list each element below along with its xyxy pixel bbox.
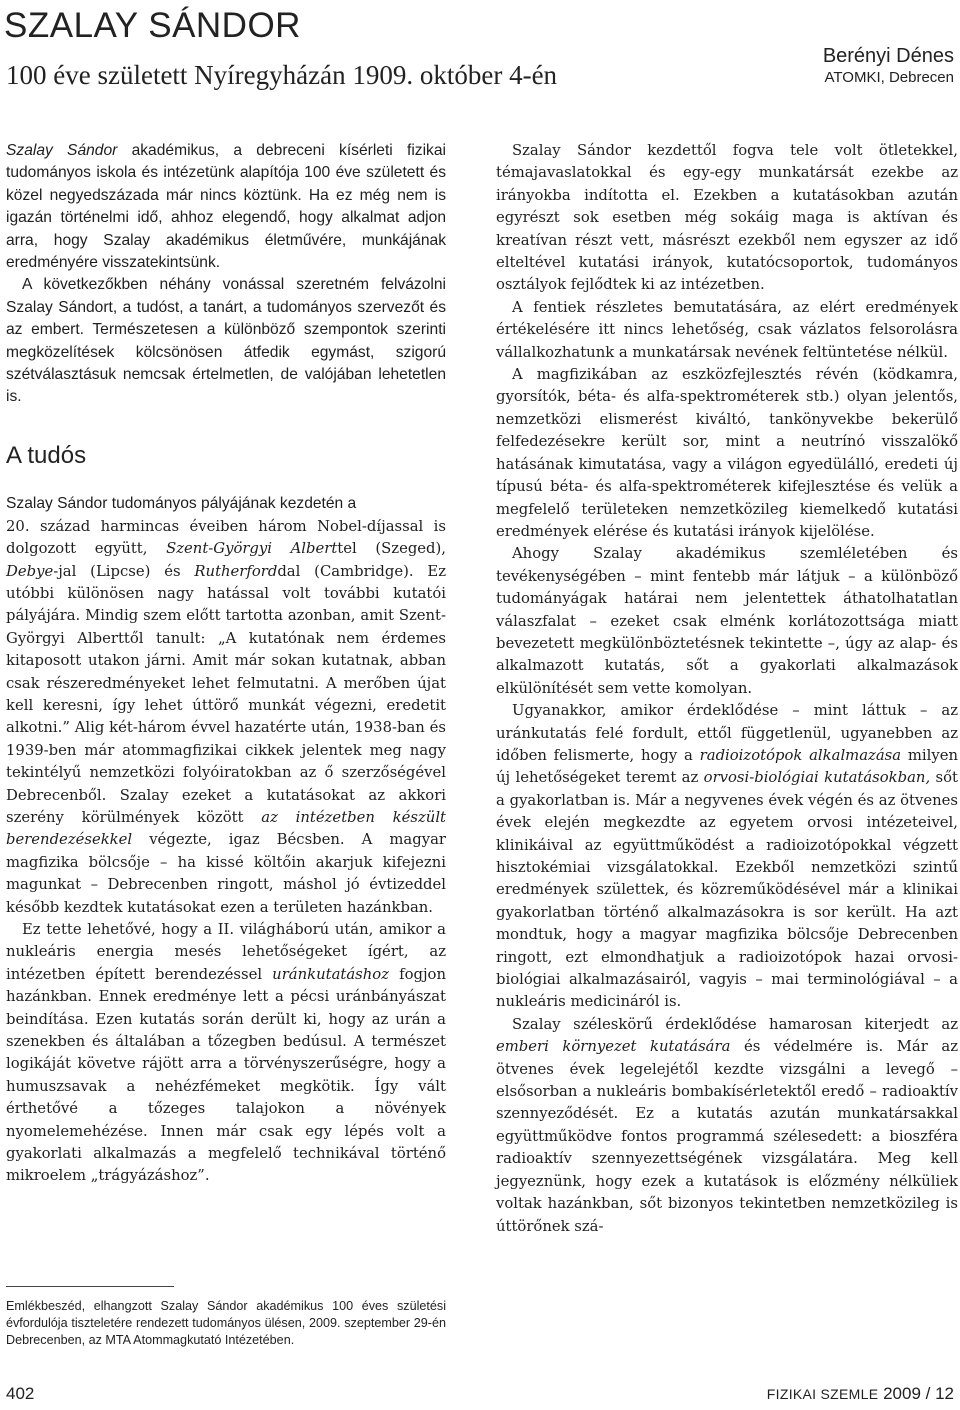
intro-paragraph-2: A következőkben néhány vonással szeretném felvázolni Szalay Sándort, a tudóst, a tanárt, a tudományos szervezőt és az embert. Természetesen a különböző szempontok szerinti megközelítések kölcsönösen átfedik egymást, szigorú szétválasztásuk nemcsak értelmetlen, de valójában lehetetlen is.	[6, 276, 446, 406]
author-block	[823, 44, 954, 87]
body-paragraph: Ez tette lehetővé, hogy a II. világháború után, amikor a nukleáris energia mesés lehetőségeket ígért, az intézetben épített berendezéssel uránkutatáshoz fogjon hazánkban. Ennek eredménye lett a pécsi uránbányászat beindítása. Ezen kutatás során derült ki, hogy az urán a szenekben és általában a tőzegben bedúsul. A természet logikáját követve rájött arra a törvényszerűségre, hogy a humuszsavak a nehézfémeket megkötik. Így vált érthetővé a tőzeges talajokon a növények nyomelemehézése. Innen már csak egy lépés volt a gyakorlati alkalmazás a megfelelő technikával történő mikroelem „trágyázáshoz”.	[6, 921, 446, 1185]
body-paragraph: Ugyanakkor, amikor érdeklődése – mint láttuk – az uránkutatás felé fordult, ettől függetlenül, ugyanebben az időben felismerte, hogy a radioizotópok alkalmazása milyen új lehetőségeket teremt az orvosi-biológiai kutatásokban, sőt a gyakorlatban is. Már a negyvenes évek végén és az ötvenes évek elején megkezdte az egyetem orvosi intézeteivel, klinikáival az együttműködést a radioizotópokkal végzett hisztokémiai vizsgálatokkal. Ezekből nemzetközi szintű eredmények születtek, és közreműködésével már a klinikai gyakorlatban történő alkalmazásokra is sor került. Ha azt mondtuk, hogy a magyar magfizika bölcsője Debrecenben ringott, ezt elmondhatjuk a radioizotópok hazai orvosi-biológiai alkalmazásairól, vagyis – mai terminológiával – a nukleáris medicináról is.	[496, 702, 959, 1011]
footnote: Emlékbeszéd, elhangzott Szalay Sándor akadémikus 100 éves születési évfordulója tiszteletére rendezett tudományos ülésen, 2009. szeptember 29-én Debrecenben, az MTA Atommagkutató Intézetében.	[6, 1299, 446, 1347]
body-paragraph: 20. század harmincas éveiben három Nobel-díjassal is dolgozott együtt, Szent-Györgyi Alberttel (Szeged), Debye-jal (Lipcse) és Rutherforddal (Cambridge). Ez utóbbi különösen nagy hatással volt további kutatói pályájára. Mindig szem előtt tartotta azonban, amit Szent-Györgyi Alberttől tanult: „A kutatónak nem érdemes kitaposott utakon járni. Amit már sokan kutatnak, abban csak részeredményeket lehet felmutatni. A merőben újat kell keresni, így lehet úttörő munkát végezni, eredetit alkotni.” Alig két-három évvel hazatérte után, 1938-ban és 1939-ben már atommagfizikai cikkek jelentek meg nagy tekintélyű nemzetközi folyóiratokban az ő szerzőségével Debrecenből. Szalay ezeket a kutatásokat az akkori szerény körülmények között az intézetben készült berendezésekkel végezte, igaz Bécsben. A magyar magfizika bölcsője – ha kissé költőin akarjuk kifejezni magunkat – Debrecenben ringott, máshol jó évtizeddel később kezdtek kutatásokat ezen a területen hazánkban.	[6, 517, 447, 916]
article-subtitle: 100 éve született Nyíregyházán 1909. október 4-én	[6, 60, 558, 90]
body-paragraph: A fentiek részletes bemutatására, az elért eredmények értékelésére itt nincs lehetőség, csak vázlatos felsorolásra vállalkozhatunk a munkatársak nevének feltüntetése nélkül.	[496, 298, 958, 361]
section-lead: Szalay Sándor tudományos pályájának kezdetén a	[6, 495, 357, 513]
right-column	[496, 140, 958, 1238]
left-column	[6, 140, 446, 1188]
intro-block	[6, 140, 446, 409]
journal-issue: 2009 / 12	[883, 1384, 954, 1403]
body-paragraph: Szalay széleskörű érdeklődése hamarosan kiterjedt az emberi környezet kutatására és védelmére is. Már az ötvenes évek legelejétől kezdte vizsgálni a levegő – elsősorban a nukleáris bombakísérletektől eredő – radioaktív szennyeződését. Ez a kutatás azután munkatársakkal együttműködve fontos programmá szélesedett: a bioszféra radioaktív szennyezettségének vizsgálatára. Meg kell jegyeznünk, hogy ezek a kutatások is előzmény nélküliek voltak hazánkban, sőt bizonyos tekintetben nemzetközileg is úttörőnek szá-	[496, 1015, 958, 1235]
body-paragraph: Ahogy Szalay akadémikus szemléletében és tevékenységében – mint fentebb már látjuk – a különböző tudományágak határai nem jelentettek áthatolhatatlan válaszfalat – ezeket csak elménk korlátozottsága miatt bevezetett megkülönböztetésnek tekintette –, úgy az alap- és alkalmazott kutatás, sőt a gyakorlati alkalmazások elkülönítését sem vette komolyan.	[496, 545, 958, 697]
journal-footer	[767, 1384, 954, 1404]
article-title: SZALAY SÁNDOR	[4, 6, 301, 45]
body-paragraph: Szalay Sándor kezdettől fogva tele volt ötletekkel, témajavaslatokkal és egy-egy munkatársát ezekbe az irányokba indította el. Ezekben a kutatásokban azután egyrészt sok esetben még sokáig maga is aktívan és kreatívan részt vett, másrészt ezekből nem egyszer az idő elteltével kutatási irányok, kutatócsoportok, tudományos osztályok fejlődtek ki az intézetben.	[496, 142, 958, 294]
intro-name: Szalay Sándor	[6, 142, 118, 159]
page-number: 402	[6, 1384, 35, 1403]
body-paragraph: A magfizikában az eszközfejlesztés révén (ködkamra, gyorsítók, béta- és alfa-spektrométerek stb.) olyan jelentős, nemzetközi elismerést kiváltó, tankönyvekbe bekerülő felfedezésekre került sor, mint a neutrínó visszalökő hatásának kimutatása, vagy a világon egyedülálló, eredeti új típusú béta- és alfa-spektrométerek kifejlesztése és velük a megfelelő területeken nemzetközileg kiemelkedő kutatási eredmények elérése és kutatási irányok kijelölése.	[496, 366, 958, 540]
footnote-rule	[6, 1286, 174, 1287]
journal-name: FIZIKAI SZEMLE	[766, 1386, 879, 1402]
author-name: Berényi Dénes	[822, 45, 954, 67]
section-heading: A tudós	[6, 441, 87, 469]
author-affiliation: ATOMKI, Debrecen	[824, 69, 954, 86]
intro-paragraph: Szalay Sándor akadémikus, a debreceni kísérleti fizikai tudományos iskola és intézetünk alapítója 100 éve született és közel negyedszázada már nincs köztünk. Ha ez még nem is igazán történelmi idő, ahhoz elegendő, hogy alkalmat adjon arra, hogy Szalay akadémikus életművére, munkájának eredményére visszatekintsünk.	[6, 142, 446, 272]
